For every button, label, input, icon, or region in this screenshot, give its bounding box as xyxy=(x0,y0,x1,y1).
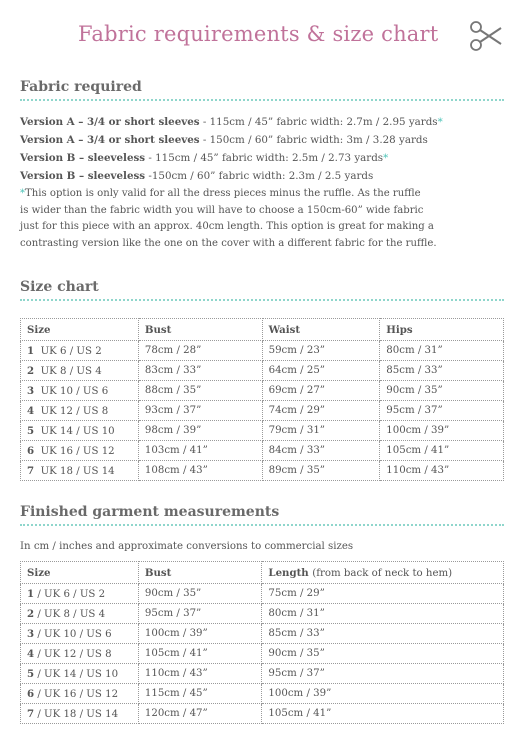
size-cell xyxy=(21,644,139,664)
size-label: / UK 18 / US 14 xyxy=(34,708,119,720)
fabric-line-text: -150cm / 60” fabric width: 2.3m / 2.5 yards xyxy=(145,170,374,182)
fabric-line-text: - 115cm / 45” fabric width: 2.7m / 2.95 yards xyxy=(199,116,438,128)
size-chart-table xyxy=(20,318,504,481)
size-number: 2 xyxy=(27,364,35,377)
header-cell xyxy=(262,562,504,584)
bust-cell: 93cm / 37” xyxy=(138,401,262,421)
fabric-line-label: Version A – 3/4 or short sleeves xyxy=(20,116,200,128)
hips-cell: 85cm / 33” xyxy=(380,361,504,381)
fabric-line-text: - 150cm / 60” fabric width: 3m / 3.28 yards xyxy=(199,134,428,146)
size-number: 1 xyxy=(27,344,35,357)
size-number: 7 xyxy=(27,707,35,720)
size-cell xyxy=(21,624,139,644)
hips-cell: 90cm / 35” xyxy=(380,381,504,401)
table-row xyxy=(21,604,504,624)
bust-cell: 78cm / 28” xyxy=(138,341,262,361)
bust-cell: 105cm / 41” xyxy=(138,644,262,664)
size-number: 4 xyxy=(27,404,35,417)
waist-cell: 59cm / 23” xyxy=(262,341,380,361)
waist-cell: 69cm / 27” xyxy=(262,381,380,401)
waist-cell: 64cm / 25” xyxy=(262,361,380,381)
hips-cell: 95cm / 37” xyxy=(380,401,504,421)
size-label: UK 8 / US 4 xyxy=(40,365,102,377)
size-label: / UK 14 / US 10 xyxy=(34,668,119,680)
bust-cell: 108cm / 43” xyxy=(138,461,262,481)
table-row xyxy=(21,644,504,664)
bust-cell: 100cm / 39” xyxy=(138,624,262,644)
fabric-line xyxy=(20,149,510,167)
size-label: UK 18 / US 14 xyxy=(40,465,115,477)
bust-cell: 88cm / 35” xyxy=(138,381,262,401)
size-cell xyxy=(21,664,139,684)
size-number: 4 xyxy=(27,647,35,660)
table-row xyxy=(21,461,504,481)
asterisk: * xyxy=(383,152,389,164)
table-row xyxy=(21,381,504,401)
hips-cell: 105cm / 41” xyxy=(380,441,504,461)
finished-table xyxy=(20,561,504,724)
size-cell xyxy=(21,684,139,704)
finished-heading: Finished garment measurements xyxy=(20,504,504,526)
table-row xyxy=(21,664,504,684)
size-number: 6 xyxy=(27,444,35,457)
waist-cell: 79cm / 31” xyxy=(262,421,380,441)
size-label: / UK 10 / US 6 xyxy=(34,628,112,640)
size-label: UK 16 / US 12 xyxy=(40,445,115,457)
page-title: Fabric requirements & size chart xyxy=(78,22,439,46)
table-row xyxy=(21,624,504,644)
fabric-line xyxy=(20,131,510,149)
waist-cell: 89cm / 35” xyxy=(262,461,380,481)
table-header-row xyxy=(21,319,504,341)
fabric-note xyxy=(20,186,508,252)
table-row xyxy=(21,341,504,361)
size-cell xyxy=(21,461,139,481)
size-label: UK 14 / US 10 xyxy=(40,425,115,437)
size-number: 7 xyxy=(27,464,35,477)
size-number: 5 xyxy=(27,667,35,680)
length-cell: 75cm / 29” xyxy=(262,584,504,604)
bust-cell: 98cm / 39” xyxy=(138,421,262,441)
note-line: contrasting version like the one on the cover with a different fabric for the ruffle. xyxy=(20,237,437,249)
length-header-note: (from back of neck to hem) xyxy=(312,567,453,579)
size-label: UK 6 / US 2 xyxy=(40,345,102,357)
header-cell: Size xyxy=(21,562,139,584)
table-row xyxy=(21,401,504,421)
finished-subtitle: In cm / inches and approximate conversions to commercial sizes xyxy=(20,541,354,552)
table-row xyxy=(21,684,504,704)
size-number: 6 xyxy=(27,687,35,700)
size-number: 5 xyxy=(27,424,35,437)
length-header: Length xyxy=(268,566,309,579)
fabric-line xyxy=(20,113,510,131)
hips-cell: 100cm / 39” xyxy=(380,421,504,441)
size-label: / UK 12 / US 8 xyxy=(34,648,112,660)
table-row xyxy=(21,361,504,381)
size-cell xyxy=(21,584,139,604)
header-cell: Waist xyxy=(262,319,380,341)
size-cell xyxy=(21,381,139,401)
bust-cell: 103cm / 41” xyxy=(138,441,262,461)
waist-cell: 84cm / 33” xyxy=(262,441,380,461)
size-number: 2 xyxy=(27,607,35,620)
scissors-icon xyxy=(469,20,503,52)
fabric-line-label: Version A – 3/4 or short sleeves xyxy=(20,134,200,146)
table-row xyxy=(21,441,504,461)
size-cell xyxy=(21,361,139,381)
note-line xyxy=(20,186,508,203)
table-row xyxy=(21,584,504,604)
note-line: is wider than the fabric width you will have to choose a 150cm-60” wide fabric xyxy=(20,204,424,216)
size-label: UK 12 / US 8 xyxy=(40,405,109,417)
fabric-lines xyxy=(20,113,510,185)
size-label: / UK 6 / US 2 xyxy=(34,588,106,600)
bust-cell: 83cm / 33” xyxy=(138,361,262,381)
bust-cell: 120cm / 47” xyxy=(138,704,262,724)
bust-cell: 90cm / 35” xyxy=(138,584,262,604)
header-cell: Hips xyxy=(380,319,504,341)
header-cell: Bust xyxy=(138,319,262,341)
size-number: 3 xyxy=(27,384,35,397)
size-cell xyxy=(21,441,139,461)
table-header-row xyxy=(21,562,504,584)
fabric-heading: Fabric required xyxy=(20,79,504,101)
length-cell: 80cm / 31” xyxy=(262,604,504,624)
note-line: just for this piece with an approx. 40cm length. This option is great for making a xyxy=(20,221,434,232)
size-number: 3 xyxy=(27,627,35,640)
length-cell: 85cm / 33” xyxy=(262,624,504,644)
fabric-line-label: Version B – sleeveless xyxy=(20,170,146,182)
size-label: / UK 16 / US 12 xyxy=(34,688,119,700)
bust-cell: 115cm / 45” xyxy=(138,684,262,704)
length-cell: 95cm / 37” xyxy=(262,664,504,684)
hips-cell: 80cm / 31” xyxy=(380,341,504,361)
fabric-line xyxy=(20,167,510,185)
asterisk: * xyxy=(437,116,443,128)
size-label: / UK 8 / US 4 xyxy=(34,608,106,620)
table-row xyxy=(21,421,504,441)
size-cell xyxy=(21,341,139,361)
size-label: UK 10 / US 6 xyxy=(40,385,109,397)
size-cell xyxy=(21,401,139,421)
size-cell xyxy=(21,704,139,724)
header-cell: Size xyxy=(21,319,139,341)
size-cell xyxy=(21,421,139,441)
hips-cell: 110cm / 43” xyxy=(380,461,504,481)
length-cell: 100cm / 39” xyxy=(262,684,504,704)
size-chart-heading: Size chart xyxy=(20,279,504,301)
asterisk: * xyxy=(20,188,26,199)
fabric-line-label: Version B – sleeveless xyxy=(20,152,146,164)
table-row xyxy=(21,704,504,724)
waist-cell: 74cm / 29” xyxy=(262,401,380,421)
header-cell: Bust xyxy=(138,562,262,584)
note-text: This option is only valid for all the dress pieces minus the ruffle. As the ruffle xyxy=(25,188,421,199)
length-cell: 90cm / 35” xyxy=(262,644,504,664)
size-cell xyxy=(21,604,139,624)
bust-cell: 95cm / 37” xyxy=(138,604,262,624)
bust-cell: 110cm / 43” xyxy=(138,664,262,684)
size-number: 1 xyxy=(27,587,35,600)
fabric-line-text: - 115cm / 45” fabric width: 2.5m / 2.73 yards xyxy=(145,152,384,164)
length-cell: 105cm / 41” xyxy=(262,704,504,724)
